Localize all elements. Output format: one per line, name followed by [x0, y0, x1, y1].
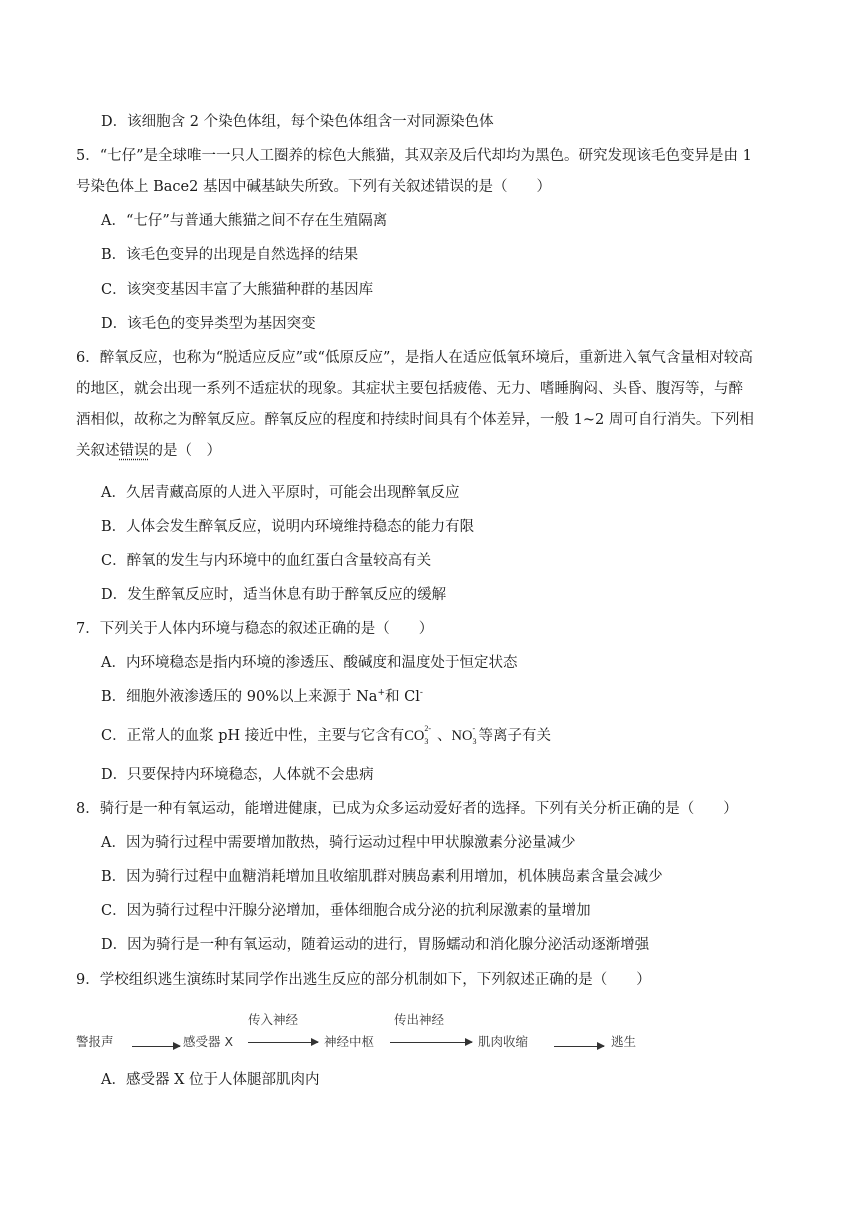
- q7-option-a: A．内环境稳态是指内环境的渗透压、酸碱度和温度处于恒定状态: [101, 655, 518, 671]
- arrow-efferent: [390, 1042, 472, 1043]
- q6-option-c: C．醉氧的发生与内环境中的血红蛋白含量较高有关: [101, 553, 432, 569]
- nitrate-charge: -: [472, 724, 476, 733]
- q5-option-c: C．该突变基因丰富了大熊猫种群的基因库: [101, 282, 374, 298]
- carbonate-formula: CO 2- 3: [404, 724, 432, 746]
- q7-stem: 7．下列关于人体内环境与稳态的叙述正确的是（ ）: [76, 621, 434, 637]
- q7-option-d: D．只要保持内环境稳态，人体就不会患病: [101, 767, 374, 783]
- carbonate-charge: 2-: [424, 724, 432, 733]
- q5-option-a: A．“七仔”与普通大熊猫之间不存在生殖隔离: [101, 213, 388, 229]
- q9-option-a: A．感受器 X 位于人体腿部肌肉内: [101, 1072, 320, 1088]
- label-afferent-nerve: 传入神经: [248, 1012, 299, 1027]
- q6-option-d: D．发生醉氧反应时，适当休息有助于醉氧反应的缓解: [101, 587, 447, 603]
- arrow-afferent: [248, 1042, 318, 1043]
- nitrate-formula: NO - 3: [451, 724, 477, 746]
- q9-stem: 9．学校组织逃生演练时某同学作出逃生反应的部分机制如下，下列叙述正确的是（ ）: [76, 972, 651, 988]
- q7-option-c-post: 等离子有关: [478, 728, 551, 744]
- q4-option-d: D．该细胞含 2 个染色体组，每个染色体组含一对同源染色体: [101, 114, 494, 130]
- q6-stem-line3: 酒相似，故称之为醉氧反应。醉氧反应的程度和持续时间具有个体差异，一般 1~2 周可自行消失。下列相: [76, 412, 754, 428]
- q6-stem-line4: [76, 441, 221, 461]
- q8-option-d: D．因为骑行是一种有氧运动，随着运动的进行，胃肠蠕动和消化腺分泌活动逐渐增强: [101, 937, 650, 953]
- q7-option-c-sep: 、: [432, 728, 452, 744]
- q8-stem: 8．骑行是一种有氧运动，能增进健康，已成为众多运动爱好者的选择。下列有关分析正确的是（ ）: [76, 801, 738, 817]
- label-efferent-nerve: 传出神经: [394, 1012, 445, 1027]
- q7-option-b: [101, 687, 423, 707]
- q8-option-a: A．因为骑行过程中需要增加散热，骑行运动过程中甲状腺激素分泌量减少: [101, 835, 576, 851]
- q5-option-b: B．该毛色变异的出现是自然选择的结果: [101, 247, 359, 263]
- q5-option-d: D．该毛色的变异类型为基因突变: [101, 316, 316, 332]
- q5-stem-line1: 5．“七仔”是全球唯一一只人工圈养的棕色大熊猫，其双亲及后代却均为黑色。研究发现该毛色变异是由 1: [76, 148, 752, 164]
- q6-emphasis-word: 错误: [119, 443, 149, 459]
- sodium-charge: +: [377, 688, 385, 699]
- node-nerve-center: 神经中枢: [324, 1034, 375, 1049]
- node-receptor-x: 感受器 X: [183, 1034, 234, 1049]
- arrow-1: [132, 1046, 180, 1047]
- q7-option-b-pre: B．细胞外液渗透压的 90%以上来源于 Na: [101, 689, 378, 705]
- node-alarm-sound: 警报声: [76, 1034, 114, 1049]
- q6-stem-line1: 6．醉氧反应，也称为“脱适应反应”或“低原反应”，是指人在适应低氧环境后，重新进入氧气含量相对较高: [76, 350, 753, 366]
- q7-option-b-mid: 和 Cl: [384, 689, 420, 705]
- q6-option-b: B．人体会发生醉氧反应，说明内环境维持稳态的能力有限: [101, 519, 475, 535]
- q6-option-a: A．久居青藏高原的人进入平原时，可能会出现醉氧反应: [101, 485, 460, 501]
- carbonate-subscript: 3: [424, 737, 429, 746]
- node-muscle-contraction: 肌肉收缩: [478, 1034, 529, 1049]
- q5-stem-line2: 号染色体上 Bace2 基因中碱基缺失所致。下列有关叙述错误的是（ ）: [76, 179, 551, 195]
- q7-option-c: [101, 726, 551, 746]
- q8-option-c: C．因为骑行过程中汗腺分泌增加，垂体细胞合成分泌的抗利尿激素的量增加: [101, 903, 591, 919]
- q8-option-b: B．因为骑行过程中血糖消耗增加且收缩肌群对胰岛素利用增加，机体胰岛素含量会减少: [101, 869, 663, 885]
- reflex-pathway-diagram: [76, 1012, 716, 1070]
- chloride-charge: -: [419, 688, 423, 699]
- q6-stem-line4-post: 的是（ ）: [148, 443, 221, 459]
- nitrate-subscript: 3: [472, 737, 477, 746]
- q7-option-c-pre: C．正常人的血浆 pH 接近中性，主要与它含有: [101, 728, 405, 744]
- node-escape: 逃生: [611, 1034, 637, 1049]
- q6-stem-line2: 的地区，就会出现一系列不适症状的现象。其症状主要包括疲倦、无力、嗜睡胸闷、头昏、腹泻等，与醉: [76, 381, 743, 397]
- arrow-4: [554, 1046, 604, 1047]
- q6-stem-line4-pre: 关叙述: [76, 443, 120, 459]
